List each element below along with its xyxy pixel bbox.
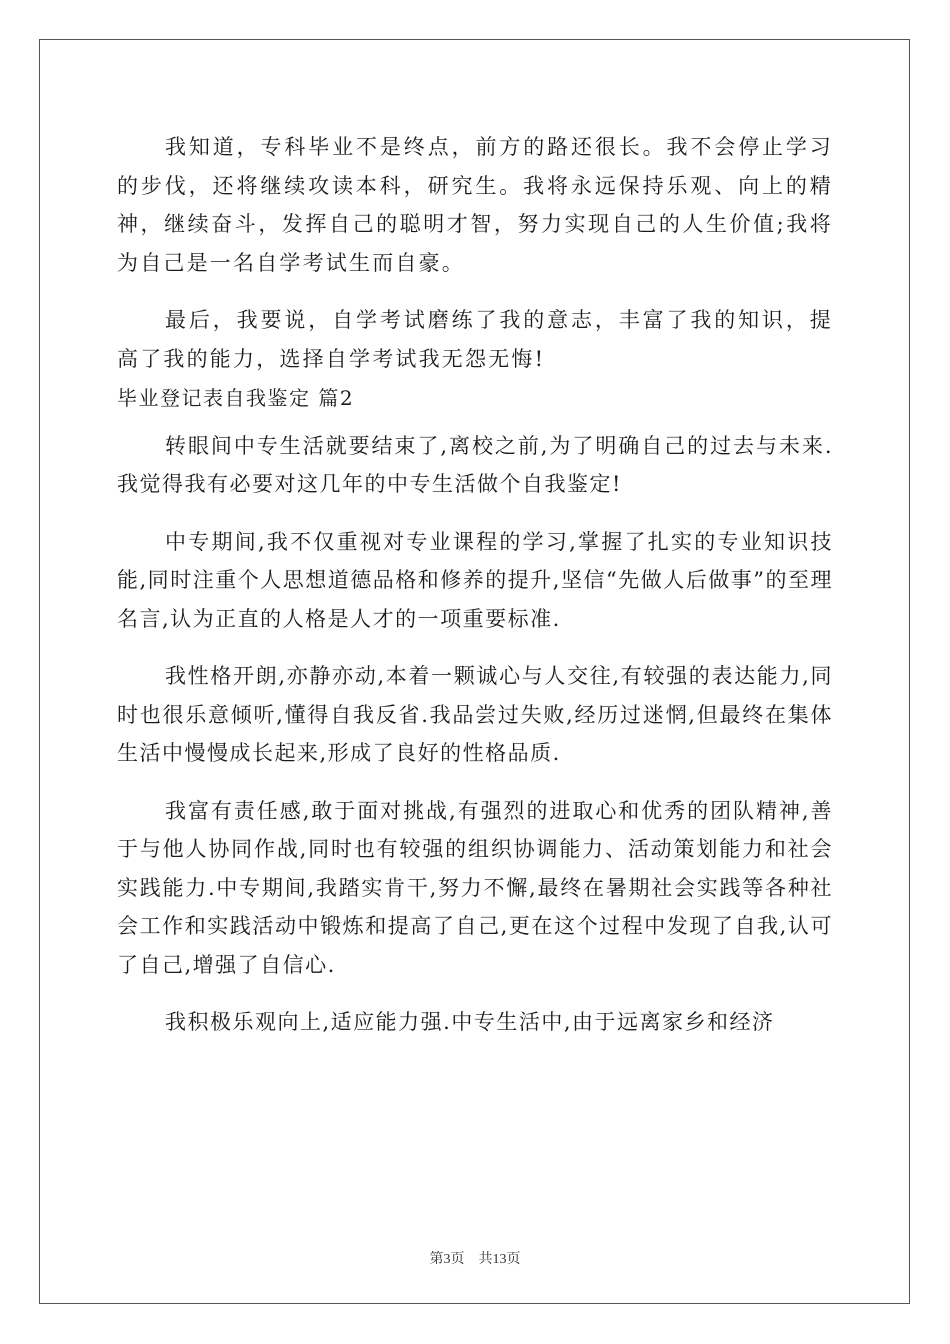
paragraph: 我富有责任感,敢于面对挑战,有强烈的进取心和优秀的团队精神,善于与他人协同作战,同时也有较强的组织协调能力、活动策划能力和社会实践能力.中专期间,我踏实肯干,努力不懈,最终在暑期社会实践等各种社会工作和实践活动中锻炼和提高了自己,更在这个过程中发现了自我,认可了自己,增强了自信心. [117, 798, 833, 977]
paragraph: 最后，我要说，自学考试磨练了我的意志，丰富了我的知识，提高了我的能力，选择自学考试我无怨无悔! [117, 308, 833, 371]
paragraph: 转眼间中专生活就要结束了,离校之前,为了明确自己的过去与未来.我觉得我有必要对这几年的中专生活做个自我鉴定! [117, 433, 833, 496]
page-footer [0, 1248, 950, 1268]
section-title: 毕业登记表自我鉴定 篇2 [117, 386, 355, 410]
page-number: 第3页 [429, 1252, 465, 1267]
paragraph: 中专期间,我不仅重视对专业课程的学习,掌握了扎实的专业知识技能,同时注重个人思想道德品格和修养的提升,坚信“先做人后做事”的至理名言,认为正直的人格是人才的一项重要标准. [117, 529, 833, 631]
paragraph: 我知道，专科毕业不是终点，前方的路还很长。我不会停止学习的步伐，还将继续攻读本科，研究生。我将永远保持乐观、向上的精神，继续奋斗，发挥自己的聪明才智，努力实现自己的人生价值;我将为自己是一名自学考试生而自豪。 [117, 135, 833, 275]
paragraph: 我积极乐观向上,适应能力强.中专生活中,由于远离家乡和经济 [165, 1010, 775, 1034]
document-body [117, 128, 833, 1042]
page-total: 共13页 [478, 1252, 521, 1267]
paragraph: 我性格开朗,亦静亦动,本着一颗诚心与人交往,有较强的表达能力,同时也很乐意倾听,懂得自我反省.我品尝过失败,经历过迷惘,但最终在集体生活中慢慢成长起来,形成了良好的性格品质. [117, 664, 833, 765]
